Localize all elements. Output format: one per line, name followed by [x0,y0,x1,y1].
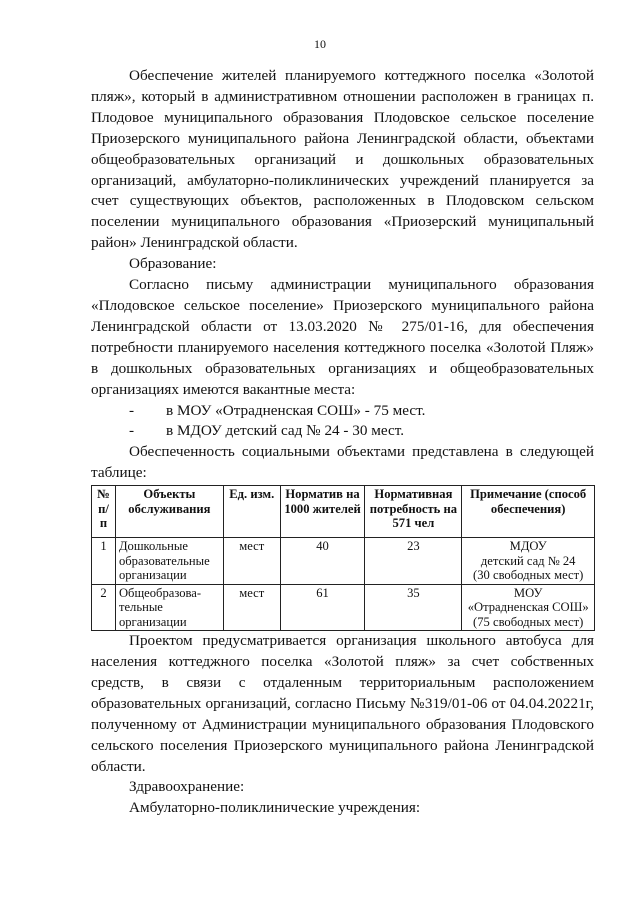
table-header-row [92,486,595,538]
header-norm: Норматив на 1000 жителей [280,486,365,538]
heading-healthcare: Здравоохранение: [129,778,245,796]
header-unit: Ед. изм. [223,486,280,538]
note-line: детский сад № 24 [480,553,576,568]
table-row [92,538,595,585]
document-body [91,66,594,819]
list-text: в МДОУ детский сад № 24 - 30 мест. [166,422,405,440]
note-line: «Отрадненская СОШ» [467,600,589,615]
paragraph-table-intro: Обеспеченность социальными объектами представлена в следующей таблице: [91,443,594,482]
header-need: Нормативная потребность на 571 чел [365,486,462,538]
cell-object: Общеобразова-тельные организации [115,584,223,631]
list-text: в МОУ «Отрадненская СОШ» - 75 мест. [166,401,426,419]
cell-note [462,584,595,631]
cell-object: Дошкольные образовательные организации [115,538,223,585]
heading-education: Образование: [129,255,217,273]
note-line: (30 свободных мест) [473,568,584,583]
cell-num: 1 [92,538,116,585]
table-row [92,584,595,631]
social-objects-table [91,485,595,631]
heading-outpatient: Амбулаторно-поликлинические учреждения: [129,799,421,817]
cell-unit: мест [223,584,280,631]
page-number: 10 [314,37,326,51]
note-line: МОУ [513,585,543,600]
paragraph-school-bus: Проектом предусматривается организация школьного автобуса для населения коттеджного поселка «Золотой пляж» за счет собственных средств, в связи с отдаленным территориальным расположением образовательных организаций, согласно Письму №319/01-06 от 04.04.20221г, полученному от Администрации муниципального образования Плодовского сельского поселения Приозерского муниципального района Ленинградской области. [91,632,594,775]
header-object: Объекты обслуживания [115,486,223,538]
cell-need: 23 [365,538,462,585]
list-dash: - [129,422,135,440]
paragraph-provision: Обеспечение жителей планируемого коттеджного поселка «Золотой пляж», который в административном отношении расположен в границах п. Плодовое муниципального образования Плодовское сельское поселение Приозерского муниципального района Ленинградской области, объектами общеобразовательных организаций и дошкольных образовательных организаций, амбулаторно-поликлинических учреждений планируется за счет существующих объектов, расположенных в Плодовском сельском поселении муниципального образования «Приозерский муниципальный район» Ленинградской области. [91,67,594,252]
cell-norm: 40 [280,538,365,585]
list-dash: - [129,401,135,419]
list-item [129,401,594,422]
cell-num: 2 [92,584,116,631]
list-item [129,421,594,442]
cell-note [462,538,595,585]
note-line: МДОУ [509,539,547,554]
cell-unit: мест [223,538,280,585]
header-num: № п/ п [92,486,116,538]
note-line: (75 свободных мест) [473,614,584,629]
cell-need: 35 [365,584,462,631]
cell-norm: 61 [280,584,365,631]
paragraph-letter: Согласно письму администрации муниципального образования «Плодовское сельское поселение» Приозерского муниципального района Ленинградской области от 13.03.2020 № 275/01-16, для обеспечения потребности планируемого населения коттеджного поселка «Золотой Пляж» в дошкольных образовательных организациях и общеобразовательных организациях имеются вакантные места: [91,276,594,398]
header-note: Примечание (способ обеспечения) [462,486,595,538]
